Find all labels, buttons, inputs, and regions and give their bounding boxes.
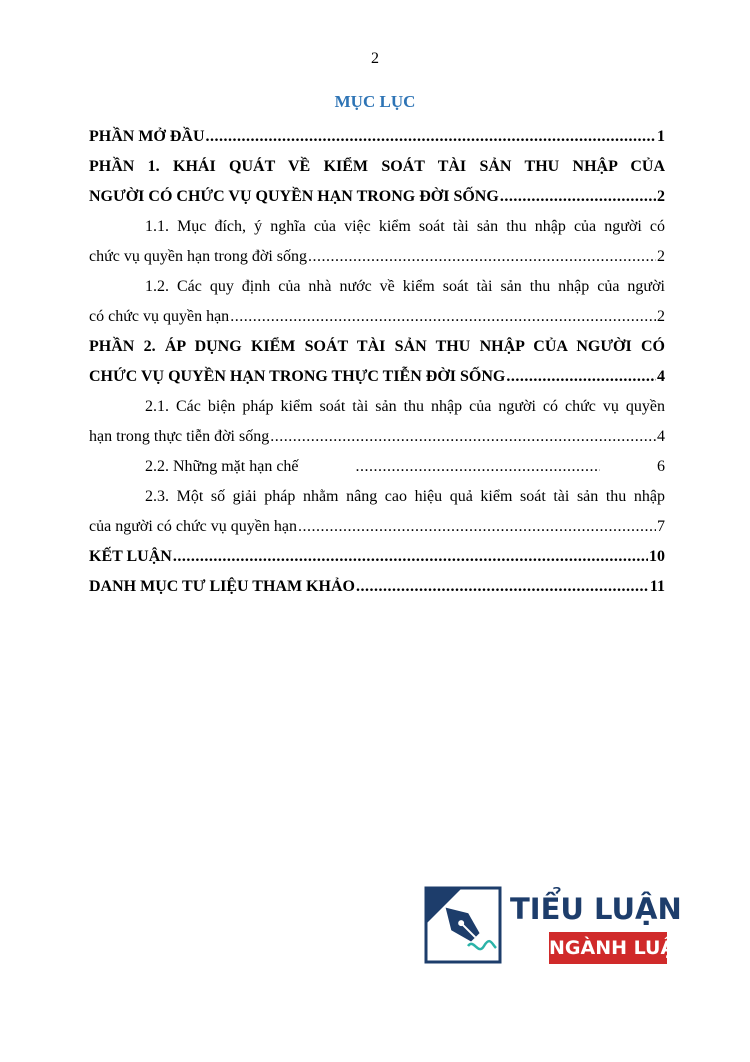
leader-dots [230, 302, 656, 332]
toc-entry-1-2[interactable] [89, 272, 665, 332]
toc-entry-text: PHẦN 2. ÁP DỤNG KIỂM SOÁT TÀI SẢN THU NHẬP CỦA NGƯỜI CÓ [89, 338, 665, 355]
toc-entry-text: DANH MỤC TƯ LIỆU THAM KHẢO [89, 578, 355, 595]
fountain-pen-nib-icon [424, 886, 502, 964]
toc-page-number: 11 [649, 578, 665, 595]
leader-dots [500, 182, 656, 212]
toc-page-number: 2 [657, 248, 665, 265]
leader-dots [298, 512, 656, 542]
toc-entry-part2[interactable] [89, 332, 665, 392]
toc-title: MỤC LỤC [334, 92, 416, 111]
toc-page-number: 10 [649, 548, 665, 565]
toc-entry-text: PHẦN MỞ ĐẦU [89, 128, 205, 145]
toc-entry-2-2[interactable] [89, 452, 665, 482]
table-of-contents [89, 122, 665, 602]
toc-entry-references[interactable] [89, 572, 665, 602]
toc-entry-2-3[interactable] [89, 482, 665, 542]
toc-entry-part1[interactable] [89, 152, 665, 212]
toc-page-number: 7 [657, 518, 665, 535]
leader-dots [300, 452, 600, 482]
toc-entry-text: 1.1. Mục đích, ý nghĩa của việc kiểm soát tài sản thu nhập của người có [145, 218, 665, 235]
toc-entry-text: 1.2. Các quy định của nhà nước về kiểm soát tài sản thu nhập của người [145, 278, 665, 295]
logo-subtitle: NGÀNH LUẬT [549, 937, 689, 959]
toc-entry-text: NGƯỜI CÓ CHỨC VỤ QUYỀN HẠN TRONG ĐỜI SỐNG [89, 188, 499, 205]
toc-page-number: 4 [657, 368, 665, 385]
leader-dots [173, 542, 648, 572]
toc-entry-text: 2.1. Các biện pháp kiểm soát tài sản thu nhập của người có chức vụ quyền [145, 398, 665, 415]
toc-entry-text: CHỨC VỤ QUYỀN HẠN TRONG THỰC TIỄN ĐỜI SỐNG [89, 368, 506, 385]
toc-entry-text: 2.3. Một số giải pháp nhằm nâng cao hiệu quả kiểm soát tài sản thu nhập [145, 488, 665, 505]
page-number: 2 [371, 50, 379, 67]
logo-title: TIỂU LUẬN [510, 892, 682, 926]
toc-entry-text: của người có chức vụ quyền hạn [89, 518, 297, 535]
toc-page-number: 4 [657, 428, 665, 445]
toc-entry-intro[interactable] [89, 122, 665, 152]
toc-entry-text: PHẦN 1. KHÁI QUÁT VỀ KIỂM SOÁT TÀI SẢN THU NHẬP CỦA [89, 158, 665, 175]
toc-page-number: 2 [657, 308, 665, 325]
brand-logo [424, 886, 689, 968]
leader-dots [356, 572, 649, 602]
toc-entry-text: có chức vụ quyền hạn [89, 308, 230, 325]
toc-entry-text: hạn trong thực tiễn đời sống [89, 428, 270, 445]
toc-page-number: 1 [657, 128, 665, 145]
leader-dots [270, 422, 656, 452]
leader-dots [506, 362, 656, 392]
toc-page-number: 6 [657, 458, 665, 475]
toc-entry-text: chức vụ quyền hạn trong đời sống [89, 248, 307, 265]
toc-entry-text: 2.2. Những mặt hạn chế [145, 458, 299, 475]
toc-page-number: 2 [657, 188, 665, 205]
logo-band [549, 932, 689, 964]
leader-dots [206, 122, 656, 152]
toc-entry-1-1[interactable] [89, 212, 665, 272]
toc-entry-2-1[interactable] [89, 392, 665, 452]
toc-entry-conclusion[interactable] [89, 542, 665, 572]
leader-dots [308, 242, 656, 272]
toc-entry-text: KẾT LUẬN [89, 548, 172, 565]
